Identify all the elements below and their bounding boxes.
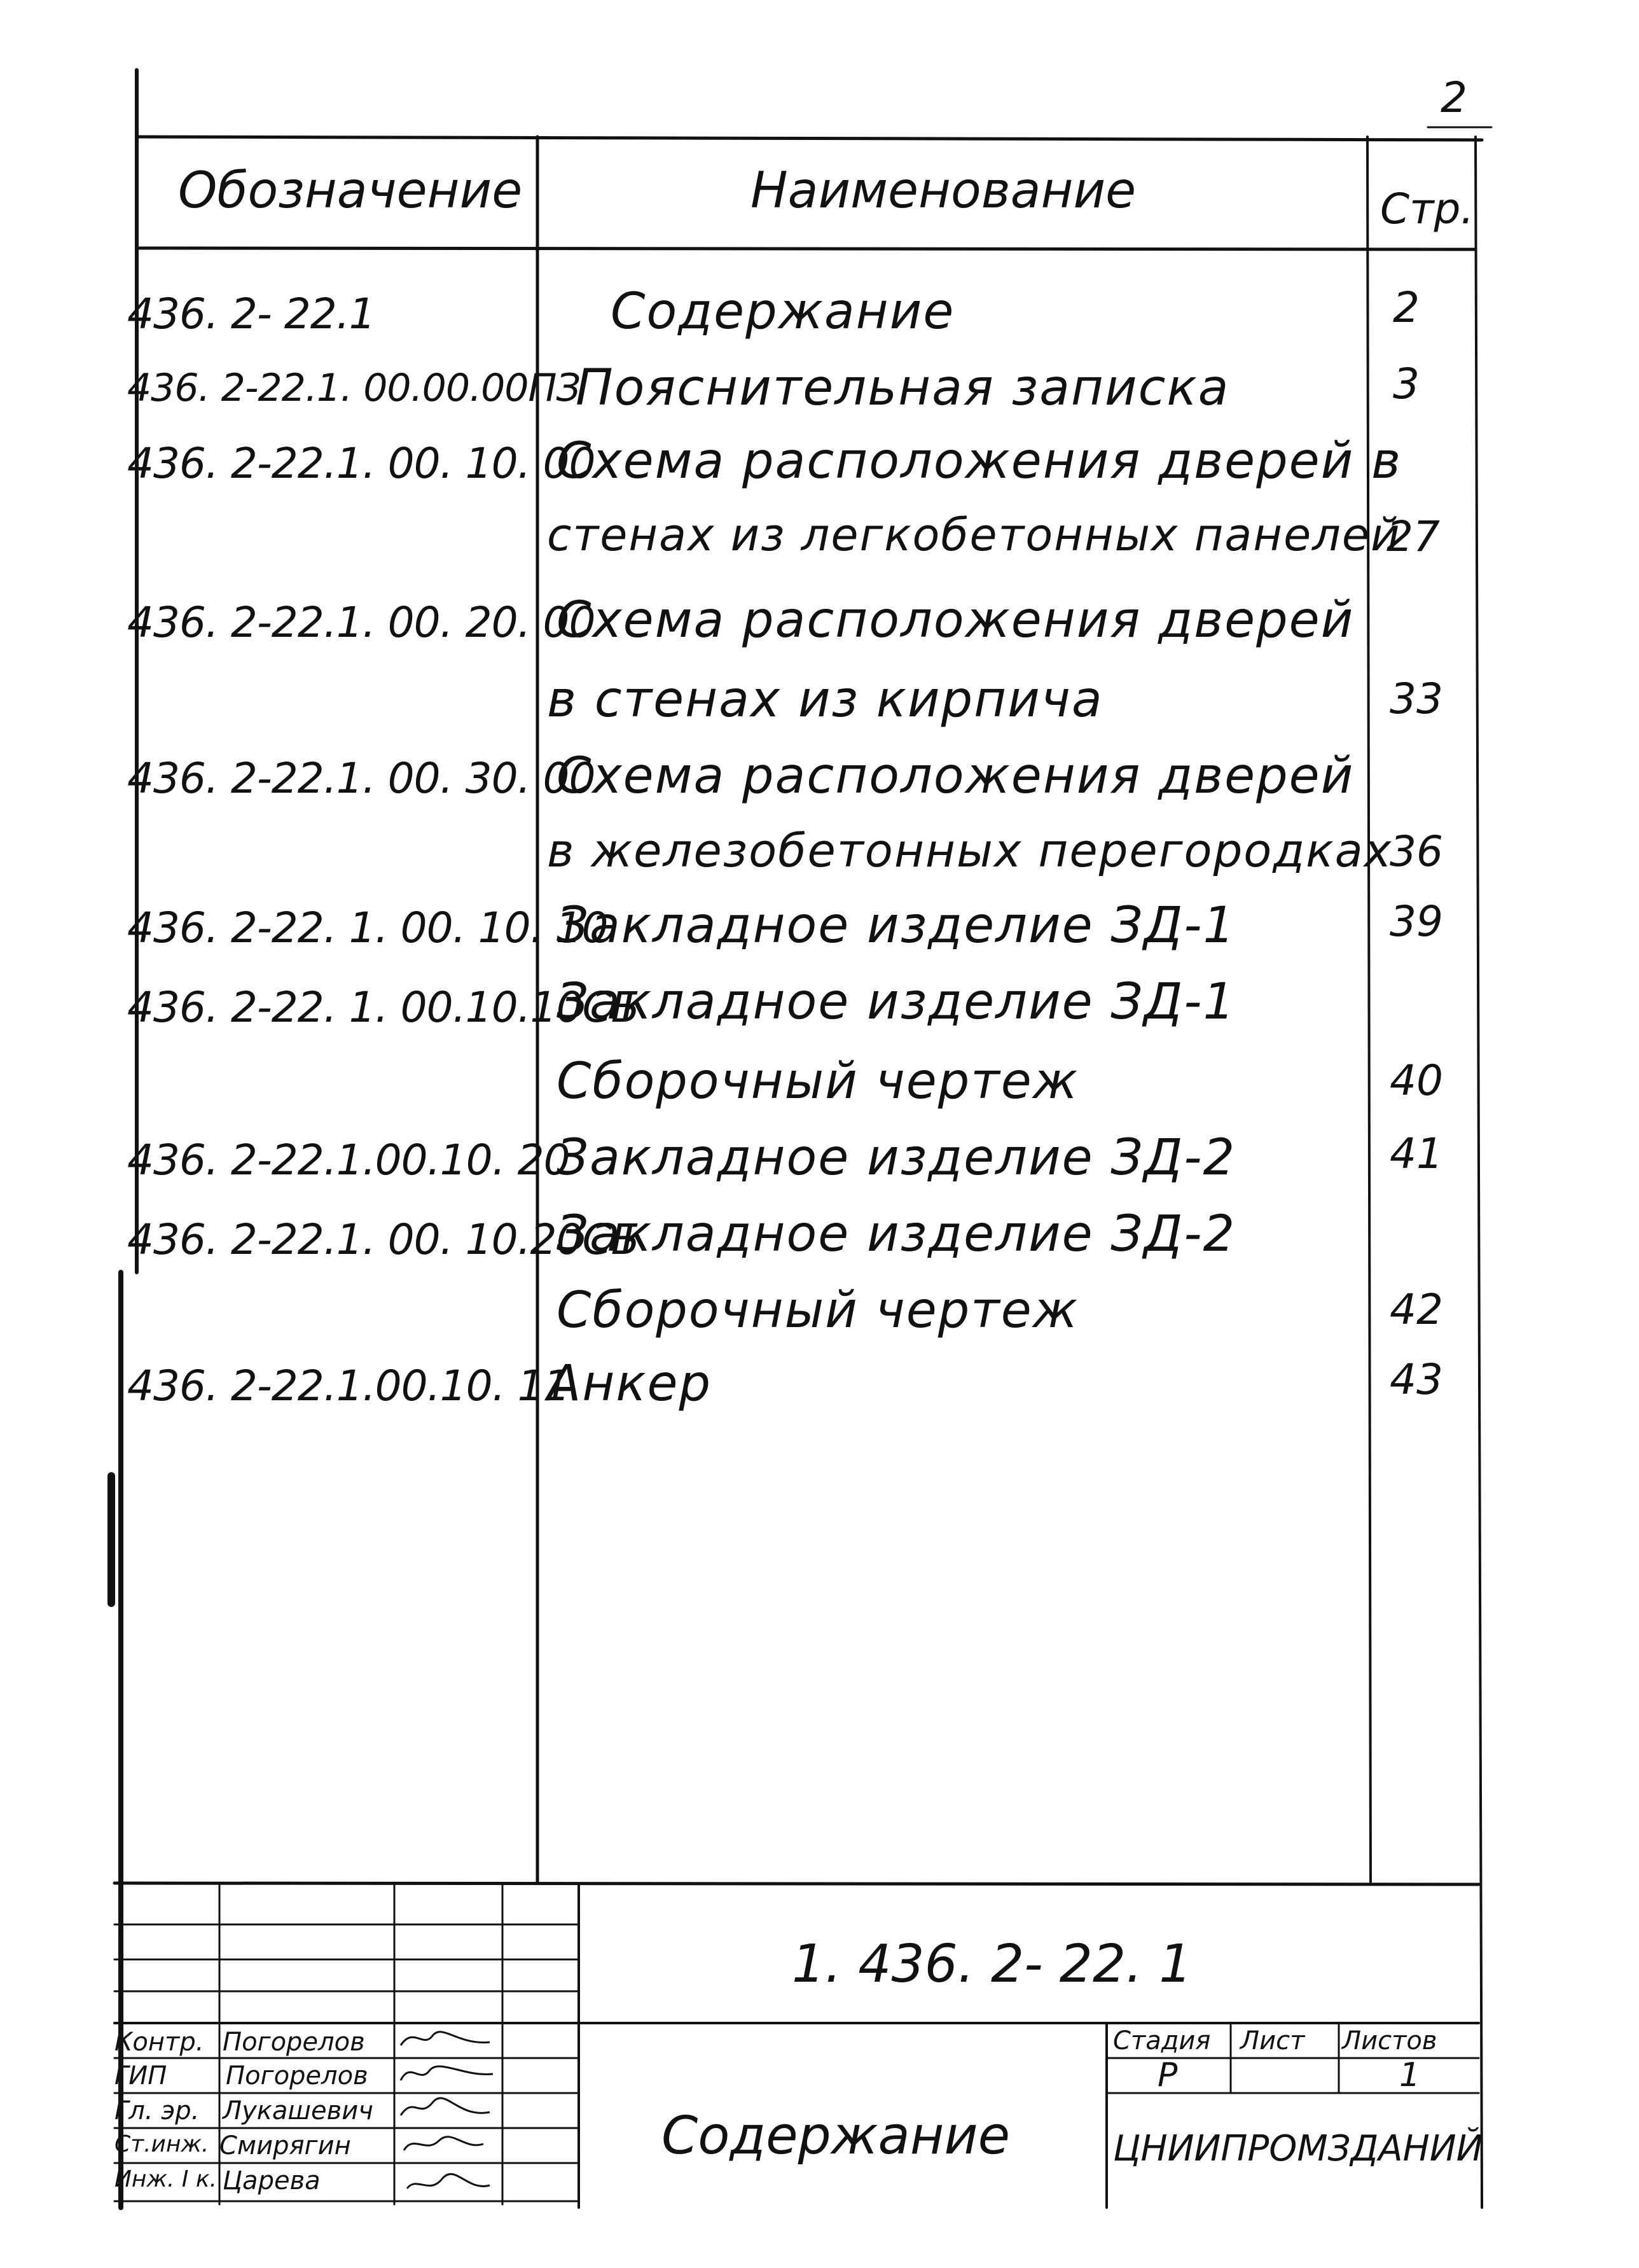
signature-mark bbox=[401, 2066, 493, 2080]
row-name: Содержание bbox=[611, 283, 955, 340]
row-page: 39 bbox=[1390, 897, 1443, 946]
row-name: Схема расположения дверей bbox=[557, 592, 1355, 649]
signature-mark bbox=[401, 2032, 490, 2045]
row-page: 36 bbox=[1390, 827, 1443, 876]
row-name: стенах из легкобетонных панелей bbox=[547, 509, 1401, 561]
stage-value: Р bbox=[1158, 2056, 1178, 2094]
row-code: 436. 2-22.1. 00. 30. 00 bbox=[127, 754, 595, 803]
row-code: 436. 2-22. 1. 00.10.10СБ bbox=[127, 983, 639, 1032]
row-code: 436. 2-22.1.00.10. 20 bbox=[127, 1136, 570, 1185]
row-code: 436. 2- 22.1 bbox=[127, 289, 375, 338]
signature-mark bbox=[401, 2098, 490, 2115]
row-name: Анкер bbox=[547, 1355, 712, 1412]
row-name: в стенах из кирпича bbox=[547, 671, 1103, 728]
organization: ЦНИИПРОМЗДАНИЙ bbox=[1113, 2128, 1483, 2169]
row-page: 27 bbox=[1387, 512, 1440, 561]
header-designation: Обозначение bbox=[178, 162, 523, 219]
row-name: в железобетонных перегородках bbox=[547, 824, 1393, 877]
person-name: Погорелов bbox=[223, 2028, 365, 2057]
row-page: 43 bbox=[1390, 1355, 1443, 1404]
header-name: Наименование bbox=[750, 162, 1137, 219]
row-name: Закладное изделие ЗД-1 bbox=[557, 973, 1236, 1031]
sheets-label: Листов bbox=[1342, 2026, 1437, 2056]
page-number: 2 bbox=[1441, 73, 1467, 122]
row-code: 436. 2-22.1. 00. 10.20СБ bbox=[127, 1215, 639, 1264]
person-name: Царева bbox=[223, 2166, 321, 2195]
row-code: 436. 2-22.1. 00. 20. 00 bbox=[127, 598, 595, 647]
person-role: Инж. I к. bbox=[114, 2166, 218, 2192]
signatures bbox=[394, 2023, 502, 2204]
row-code: 436. 2-22.1. 00. 10. 00 bbox=[127, 439, 595, 488]
sheet-label: Лист bbox=[1240, 2026, 1305, 2056]
row-page: 2 bbox=[1393, 283, 1420, 332]
row-code: 436. 2-22. 1. 00. 10. 10 bbox=[127, 903, 608, 952]
person-role: ГИП bbox=[114, 2061, 167, 2091]
row-name: Схема расположения дверей bbox=[557, 748, 1355, 805]
person-name: Смирягин bbox=[219, 2131, 351, 2160]
row-name: Схема расположения дверей в bbox=[557, 433, 1402, 490]
person-role: Гл. эр. bbox=[114, 2096, 200, 2125]
title-block-title: Содержание bbox=[661, 2106, 1011, 2166]
row-page: 41 bbox=[1390, 1129, 1443, 1178]
row-name: Сборочный чертеж bbox=[557, 1282, 1079, 1339]
person-name: Лукашевич bbox=[223, 2096, 373, 2125]
row-page: 42 bbox=[1390, 1285, 1443, 1334]
row-name: Пояснительная записка bbox=[576, 359, 1230, 417]
row-page: 3 bbox=[1393, 359, 1420, 408]
row-code: 436. 2-22.1.00.10. 11 bbox=[127, 1361, 570, 1410]
person-name: Погорелов bbox=[226, 2061, 368, 2091]
row-page: 33 bbox=[1390, 674, 1443, 723]
row-name: Закладное изделие ЗД-2 bbox=[557, 1206, 1236, 1263]
stage-label: Стадия bbox=[1113, 2026, 1211, 2056]
row-name: Закладное изделие ЗД-2 bbox=[557, 1129, 1236, 1186]
row-name: Сборочный чертеж bbox=[557, 1053, 1079, 1110]
signature-mark bbox=[407, 2174, 490, 2188]
row-page: 40 bbox=[1390, 1056, 1443, 1105]
header-page: Стр. bbox=[1380, 184, 1474, 233]
signature-mark bbox=[404, 2137, 483, 2150]
sheets-value: 1 bbox=[1399, 2056, 1421, 2094]
person-role: Ст.инж. bbox=[114, 2131, 209, 2157]
row-code: 436. 2-22.1. 00.00.00ПЗ bbox=[127, 366, 580, 410]
row-name: Закладное изделие ЗД-1 bbox=[557, 897, 1236, 954]
doc-code: 1. 436. 2- 22. 1 bbox=[792, 1934, 1193, 1994]
person-role: Контр. bbox=[114, 2028, 204, 2057]
